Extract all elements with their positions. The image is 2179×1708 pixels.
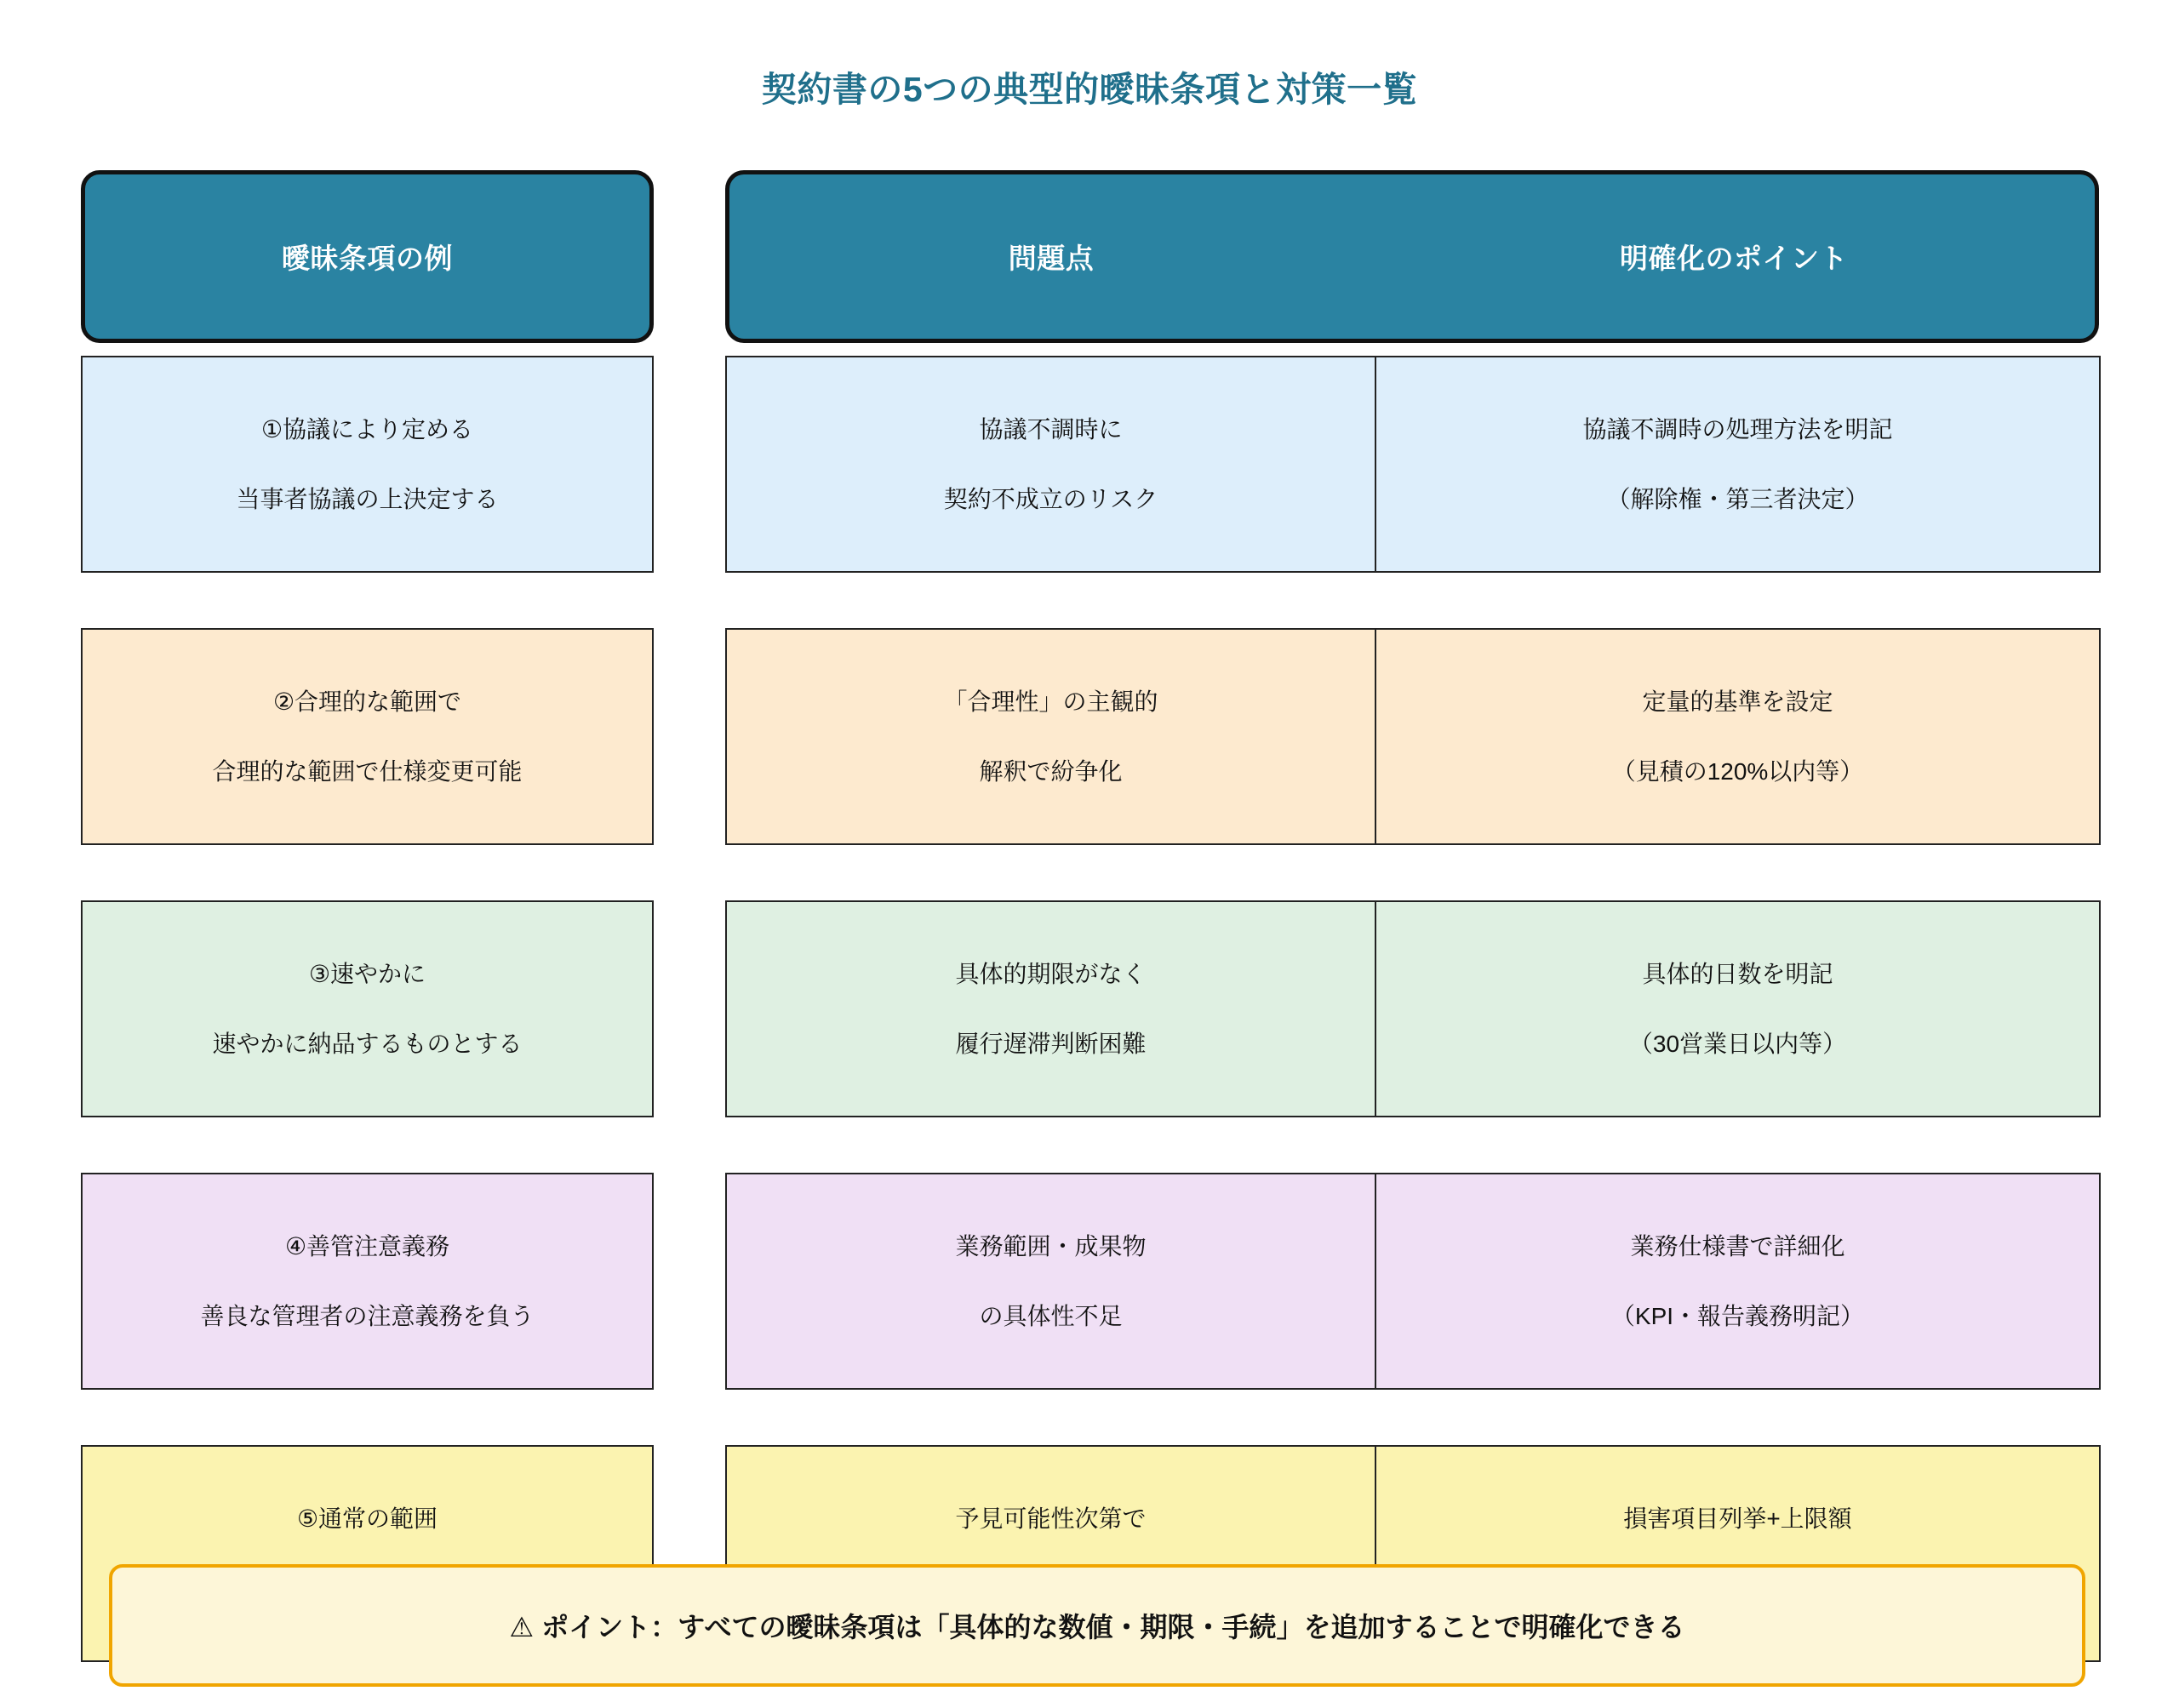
cell-line-1: 業務範囲・成果物	[955, 1232, 1147, 1260]
cell-line-2: （KPI・報告義務明記）	[1610, 1302, 1865, 1329]
cell-line-1: 損害項目列挙+上限額	[1623, 1505, 1852, 1532]
cell-line-2: （見積の120%以内等）	[1611, 757, 1864, 785]
cell-line-1: 具体的期限がなく	[955, 960, 1147, 987]
header-example-column: 曖昧条項の例	[81, 170, 654, 343]
cell-line-1: ①協議により定める	[260, 415, 474, 443]
cell-line-2: （解除権・第三者決定）	[1606, 485, 1869, 512]
cell-line-1: 協議不調時の処理方法を明記	[1582, 415, 1893, 443]
cell-line-1: 協議不調時に	[979, 415, 1123, 443]
table-row	[1375, 356, 2101, 573]
cell-line-2: 善良な管理者の注意義務を負う	[200, 1302, 535, 1329]
cell-line-2: 当事者協議の上決定する	[236, 485, 499, 512]
cell-line-1: ④善管注意義務	[284, 1232, 450, 1260]
table-row	[1375, 1173, 2101, 1390]
cell-line-1: 「合理性」の主観的	[943, 688, 1158, 715]
cell-line-2: 契約不成立のリスク	[943, 485, 1158, 512]
header-problem-column: 問題点	[725, 170, 1376, 343]
cell-line-1: 定量的基準を設定	[1642, 688, 1833, 715]
cell-line-2: （30営業日以内等）	[1628, 1030, 1847, 1057]
cell-line-2: 解釈で紛争化	[979, 757, 1123, 785]
table-row	[81, 356, 654, 573]
cell-line-2: の具体性不足	[979, 1302, 1123, 1329]
cell-line-2: 合理的な範囲で仕様変更可能	[212, 757, 523, 785]
table-row	[725, 628, 1376, 845]
cell-line-1: ②合理的な範囲で	[272, 688, 462, 715]
cell-line-1: ⑤通常の範囲	[296, 1505, 438, 1532]
table-row	[725, 356, 1376, 573]
cell-line-2: 履行遅滞判断困難	[955, 1030, 1147, 1057]
table-row	[1375, 900, 2101, 1117]
header-point-column: 明確化のポイント	[1373, 170, 2099, 343]
page-title: 契約書の5つの典型的曖昧条項と対策一覧	[761, 70, 1418, 109]
table-row	[81, 900, 654, 1117]
cell-line-1: 予見可能性次第で	[955, 1505, 1147, 1532]
key-point-note: ⚠ ポイント：すべての曖昧条項は「具体的な数値・期限・手続」を追加することで明確化できる	[109, 1564, 2085, 1687]
cell-line-1: ③速やかに	[308, 960, 426, 987]
table-row	[1375, 628, 2101, 845]
table-row	[81, 1173, 654, 1390]
table-row	[725, 900, 1376, 1117]
table-row	[725, 1173, 1376, 1390]
cell-line-2: 速やかに納品するものとする	[212, 1030, 523, 1057]
cell-line-1: 具体的日数を明記	[1642, 960, 1833, 987]
cell-line-1: 業務仕様書で詳細化	[1630, 1232, 1845, 1260]
table-row	[81, 628, 654, 845]
